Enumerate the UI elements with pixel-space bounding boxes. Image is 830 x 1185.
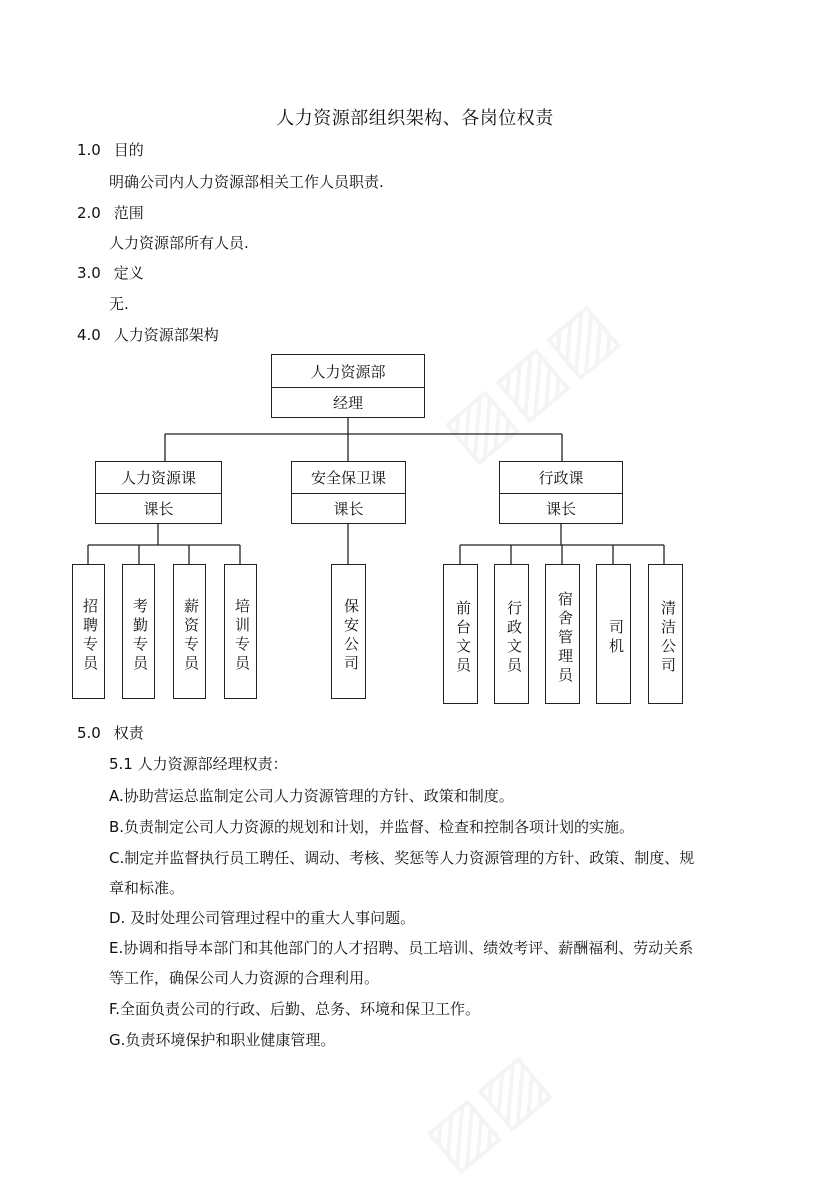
section-number: 5.0 — [77, 724, 101, 742]
section-number: 4.0 — [77, 326, 101, 344]
staff-label: 清洁公司 — [659, 600, 677, 676]
division-role: 课长 — [292, 493, 405, 523]
staff-label: 前台文员 — [454, 600, 472, 676]
org-staff-box — [648, 564, 683, 704]
document-title: 人力资源部组织架构、各岗位权责 — [276, 108, 554, 129]
section-1-heading — [77, 140, 144, 160]
org-staff-box — [72, 564, 105, 699]
section-5-heading — [77, 723, 144, 743]
org-division-box — [95, 461, 222, 524]
staff-label: 行政文员 — [505, 600, 523, 676]
duty-item: E.协调和指导本部门和其他部门的人才招聘、员工培训、绩效考评、薪酬福利、劳动关系 — [109, 939, 694, 957]
division-name: 人力资源课 — [120, 469, 196, 487]
duty-item: G.负责环境保护和职业健康管理。 — [109, 1031, 336, 1049]
org-staff-box — [331, 564, 366, 699]
duty-item-continued: 章和标准。 — [109, 879, 185, 897]
section-number: 2.0 — [77, 204, 101, 222]
section-title: 权责 — [113, 724, 144, 742]
division-role: 课长 — [96, 493, 221, 523]
org-staff-box — [596, 564, 631, 704]
watermark — [409, 1037, 563, 1185]
section-2-body: 人力资源部所有人员. — [109, 234, 249, 252]
duties-subheading: 5.1 人力资源部经理权责： — [109, 755, 288, 773]
duty-item-continued: 等工作，确保公司人力资源的合理利用。 — [109, 969, 380, 987]
org-chart — [0, 340, 830, 715]
org-staff-box — [122, 564, 155, 699]
duty-item: F.全面负责公司的行政、后勤、总务、环境和保卫工作。 — [109, 1000, 480, 1018]
section-3-body: 无. — [109, 295, 129, 313]
duty-item: A.协助营运总监制定公司人力资源管理的方针、政策和制度。 — [109, 787, 514, 805]
section-number: 3.0 — [77, 264, 101, 282]
section-title: 目的 — [113, 141, 144, 159]
division-role: 课长 — [500, 493, 622, 523]
duty-item: C.制定并监督执行员工聘任、调动、考核、奖惩等人力资源管理的方针、政策、制度、规 — [109, 849, 695, 867]
staff-label: 考勤专员 — [131, 597, 149, 674]
section-title: 范围 — [113, 204, 144, 222]
section-3-heading — [77, 263, 144, 283]
staff-label: 薪资专员 — [182, 597, 200, 674]
staff-label: 培训专员 — [233, 597, 251, 674]
section-2-heading — [77, 203, 144, 223]
duty-item: D. 及时处理公司管理过程中的重大人事问题。 — [109, 909, 416, 927]
org-root-role: 经理 — [272, 387, 424, 417]
org-staff-box — [494, 564, 529, 704]
section-1-body: 明确公司内人力资源部相关工作人员职责. — [109, 173, 384, 191]
section-title: 定义 — [113, 264, 144, 282]
org-division-box — [499, 461, 623, 524]
division-name: 行政课 — [538, 469, 584, 487]
division-name: 安全保卫课 — [310, 469, 386, 487]
org-staff-box — [173, 564, 206, 699]
org-division-box — [291, 461, 406, 524]
org-root-name: 人力资源部 — [310, 362, 386, 381]
org-staff-box — [545, 564, 580, 704]
section-number: 1.0 — [77, 141, 101, 159]
staff-label: 司机 — [607, 619, 625, 657]
org-staff-box — [224, 564, 257, 699]
section-title: 人力资源部架构 — [113, 326, 219, 344]
org-staff-box — [443, 564, 478, 704]
staff-label: 招聘专员 — [81, 597, 99, 674]
org-root-box — [271, 354, 425, 418]
staff-label: 宿舍管理员 — [556, 590, 574, 686]
duty-item: B.负责制定公司人力资源的规划和计划，并监督、检查和控制各项计划的实施。 — [109, 818, 635, 836]
staff-label: 保安公司 — [342, 597, 360, 674]
